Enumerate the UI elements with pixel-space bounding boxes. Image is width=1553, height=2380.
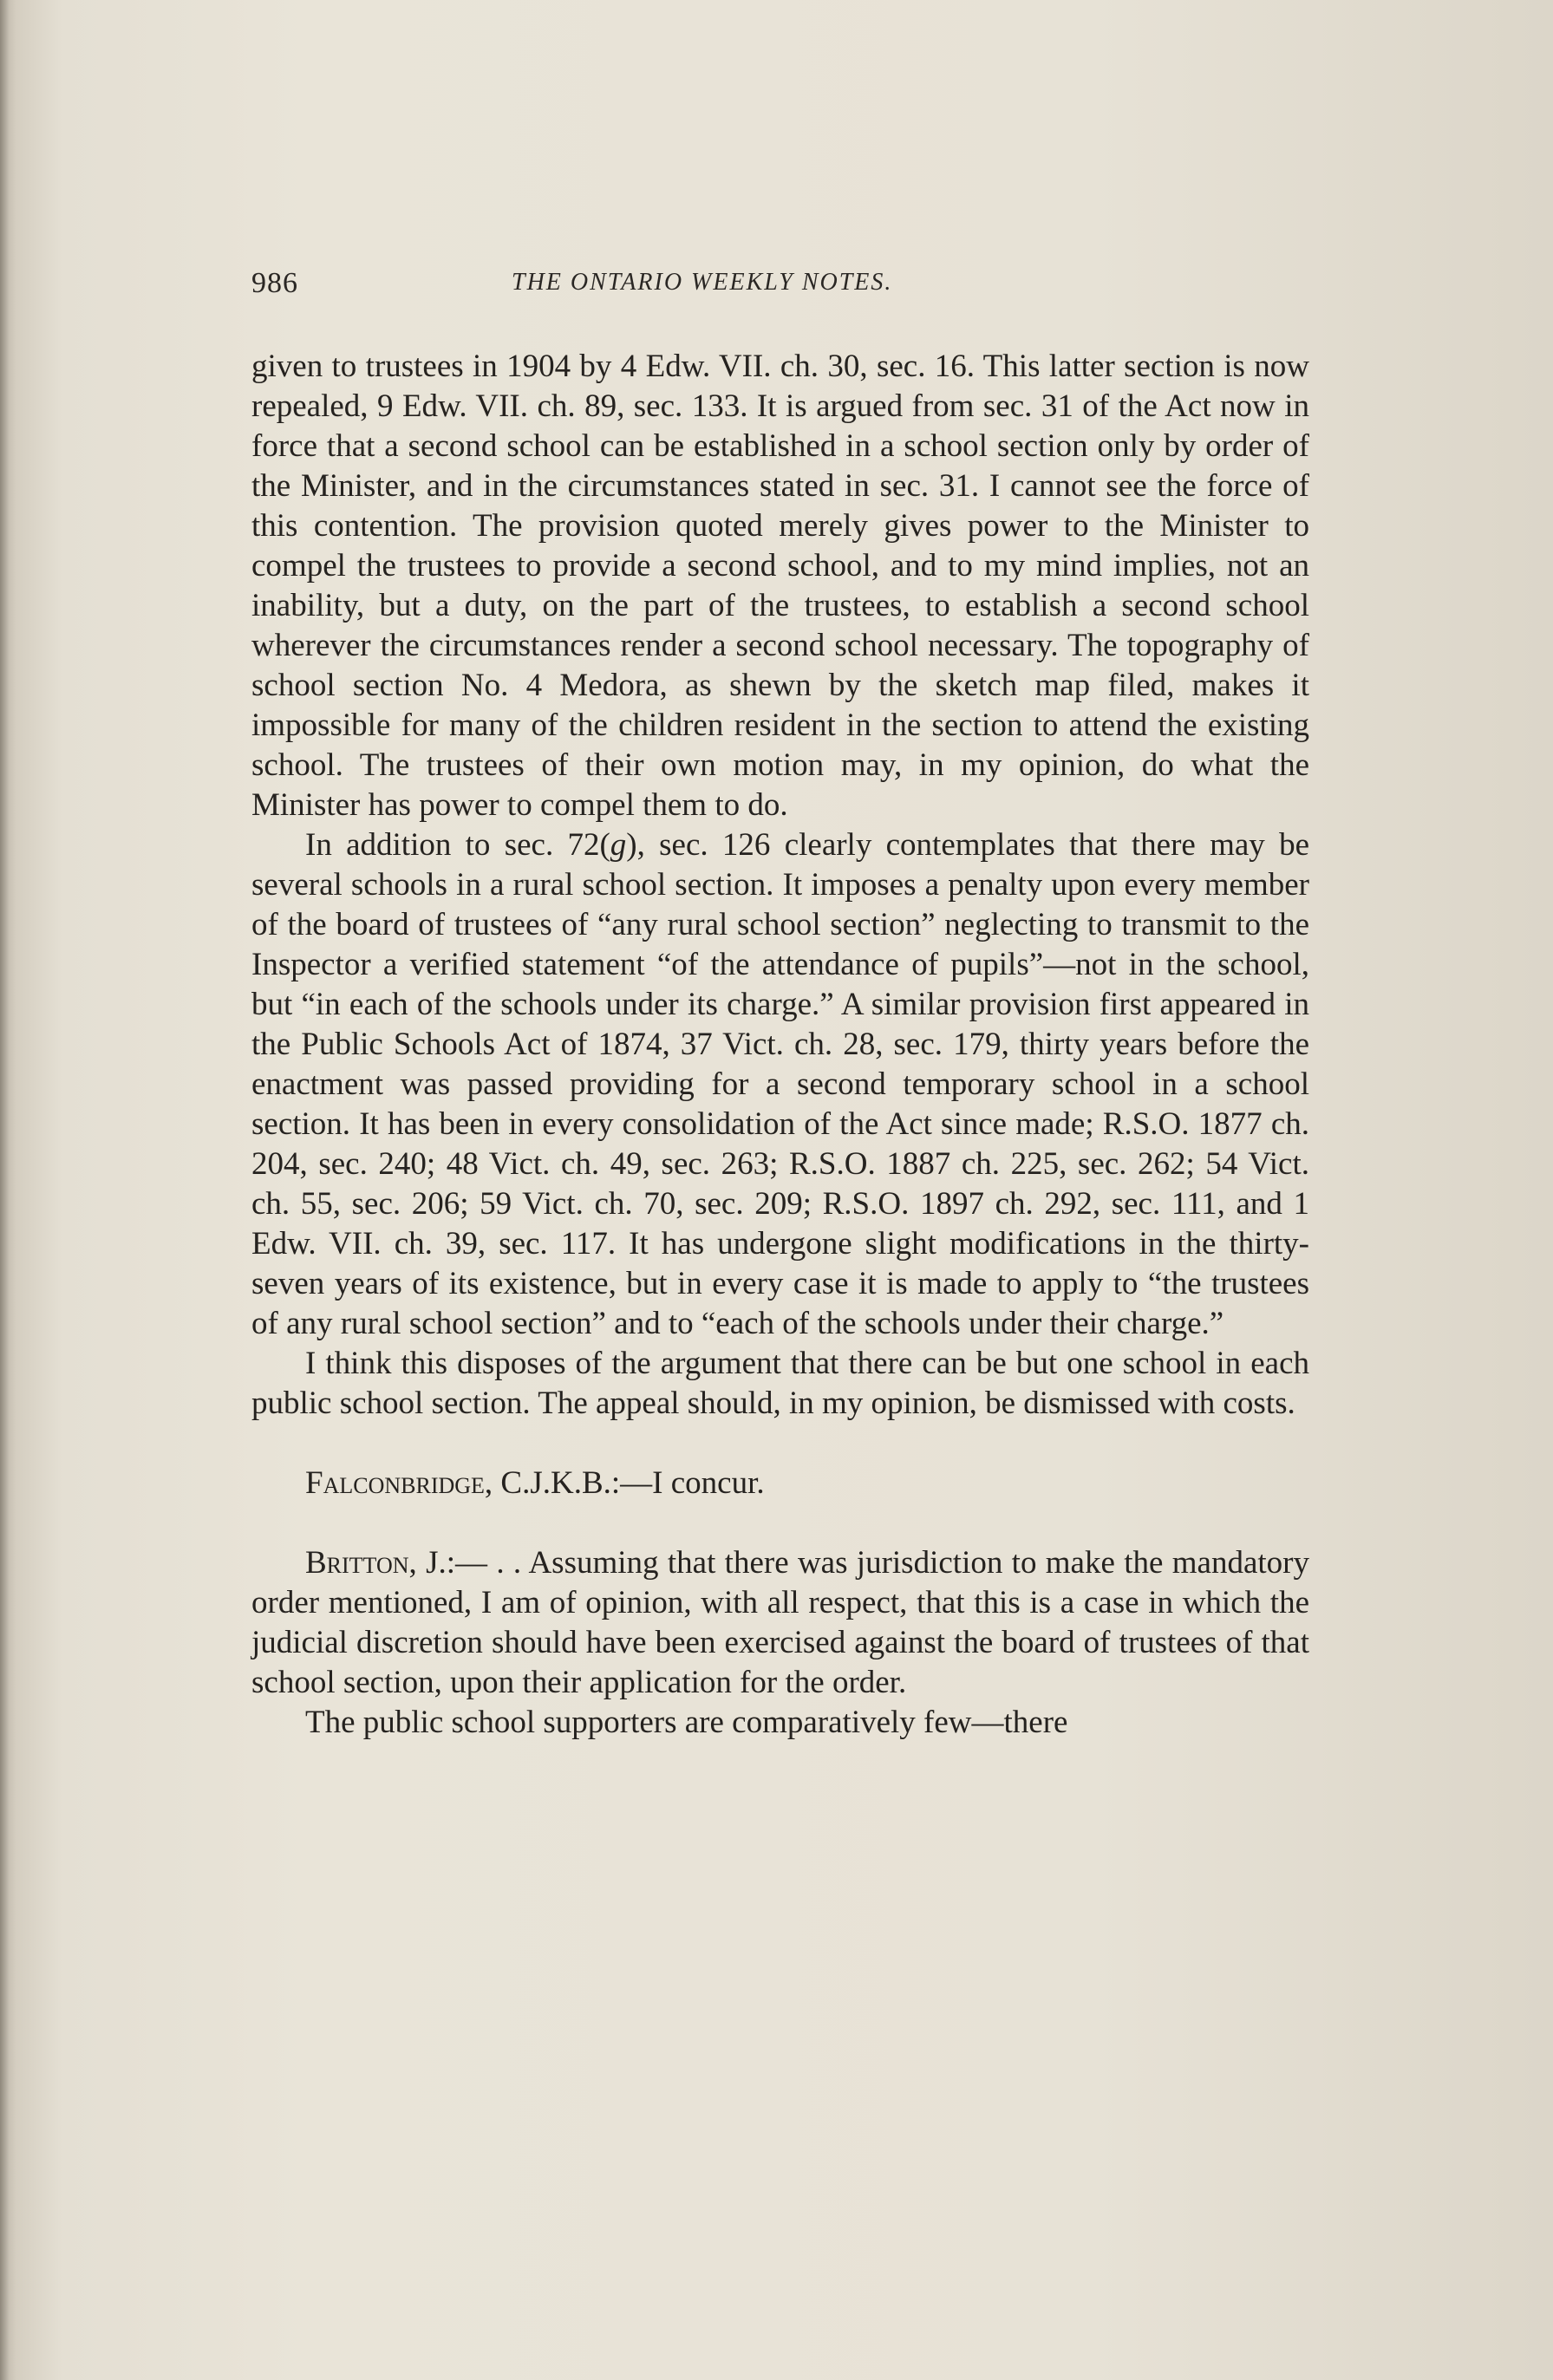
britton-opinion-text: :— . . Assuming that there was jurisdiction to make the mandatory order mentioned, I am of opinion, with all respect, that this is a case in which the judicial discretion should have been exercised against the board of trustees of that school section, upon their application for the order. (251, 1545, 1309, 1700)
paragraph-supporters: The public school supporters are comparatively few—there (305, 1705, 1068, 1740)
paragraph-continued: given to trustees in 1904 by 4 Edw. VII. ch. 30, sec. 16. This latter section is now repealed, 9 Edw. VII. ch. 89, sec. 133. It is argued from sec. 31 of the Act now in force that a second school can be established in a school section only by order of the Minister, and in the circumstances stated in sec. 31. I cannot see the force of this contention. The provision quoted merely gives power to the Minister to compel the trustees to provide a second school, and to my mind implies, not an inability, but a duty, on the part of the trustees, to establish a second school wherever the circumstances render a second school necessary. The topography of school section No. 4 Medora, as shewn by the sketch map filed, makes it impossible for many of the children resident in the section to attend the existing school. The trustees of their own motion may, in my opinion, do what the Minister has power to compel them to do. (251, 349, 1309, 823)
paragraph-sec-72-italic: g (610, 827, 627, 863)
judge-name-falconbridge: Falconbridge, C.J.K.B. (305, 1465, 611, 1501)
binding-shadow (0, 0, 16, 2380)
falconbridge-opinion (251, 1464, 1309, 1503)
falconbridge-opinion-text: :—I concur. (610, 1465, 765, 1501)
paragraph-conclusion: I think this disposes of the argument that there can be but one school in each public school section. The appeal should, in my opinion, be dismissed with costs. (251, 1346, 1309, 1421)
opinion-text (251, 347, 1309, 1743)
running-head (251, 267, 1309, 310)
paragraph-sec-72 (251, 825, 1309, 1344)
britton-opinion (251, 1543, 1309, 1703)
paragraph-sec-72-before: In addition to sec. 72( (305, 827, 610, 863)
judge-name-britton: Britton, J. (305, 1545, 447, 1581)
journal-title: THE ONTARIO WEEKLY NOTES. (512, 269, 893, 296)
paragraph-sec-72-after: ), sec. 126 clearly contemplates that there may be several schools in a rural school section. It imposes a penalty upon every member of the board of trustees of “any rural school section” neglecting to transmit to the Inspector a verified statement “of the attendance of pupils”—not in the school, but “in each of the schools under its charge.” A similar provision first appeared in the Public Schools Act of 1874, 37 Vict. ch. 28, sec. 179, thirty years before the enactment was passed providing for a second temporary school in a school section. It has been in every consolidation of the Act since made; R.S.O. 1877 ch. 204, sec. 240; 48 Vict. ch. 49, sec. 263; R.S.O. 1887 ch. 225, sec. 262; 54 Vict. ch. 55, sec. 206; 59 Vict. ch. 70, sec. 209; R.S.O. 1897 ch. 292, sec. 111, and 1 Edw. VII. ch. 39, sec. 117. It has undergone slight modifications in the thirty-seven years of its existence, but in every case it is made to apply to “the trustees of any rural school section” and to “each of the schools under their charge.” (251, 827, 1309, 1341)
page-number: 986 (251, 267, 298, 299)
